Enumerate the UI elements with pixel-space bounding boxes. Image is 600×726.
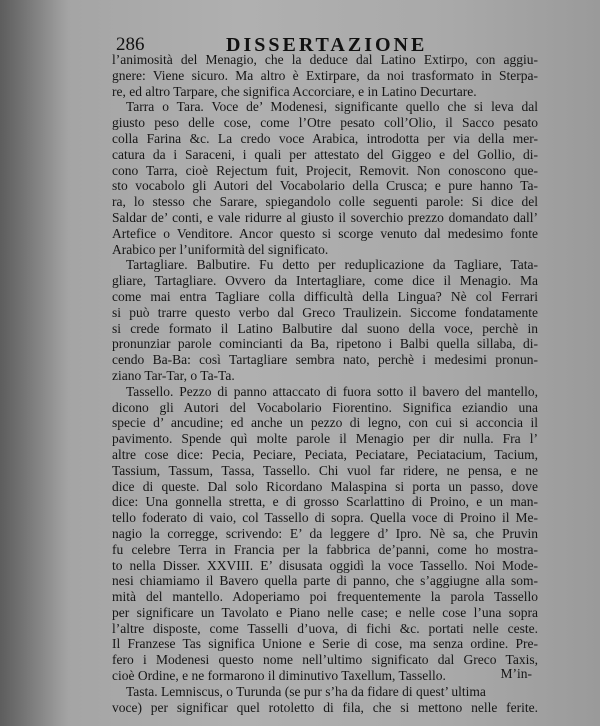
body-text: [112, 52, 538, 715]
catchword: M’in-: [500, 666, 532, 681]
text-line: Arabico per l’uniformità del significato.: [112, 241, 329, 257]
text-line: Tasta. Lemniscus, o Turunda (se pur s’ha da fidare di quest’ ultima: [126, 683, 486, 699]
text-line: ziano Tar-Tar, o Ta-Ta.: [112, 367, 235, 383]
text-line: Tartagliare. Balbutire. Fu detto per reduplicazione da Tagliare, Tata-: [126, 257, 538, 273]
text-line: dice: Una gonnella stretta, e di grosso Scarlattino di Proino, e un man-: [112, 494, 538, 510]
text-line: Artefice o Venditore. Ancor questo si scorge venuto dal medesimo fonte: [112, 225, 538, 241]
text-line: Saldar de’ conti, e vale ridurre al giusto il soverchio prezzo domandato dall’: [112, 209, 538, 225]
text-line: fero i Modenesi questo nome nell’ultimo significato dal Greco Taxis,: [112, 652, 538, 668]
text-line: giusto peso delle cose, come l’Otre pesato coll’Olio, il Sacco pesato: [112, 115, 538, 131]
text-line: gnere: Viene sicuro. Ma altro è Extirpare, da noi trasformato in Sterpa-: [112, 67, 538, 83]
text-line: dice di queste. Dal solo Ricordano Malaspina si porta un passo, dove: [112, 478, 538, 494]
text-line: cendo Ba-Ba: così Tartagliare sembra nato, perchè i medesimi pronun-: [112, 352, 538, 368]
text-line: voce) per significar quel rotoletto di fila, che si mettono nelle ferite.: [112, 699, 538, 715]
text-line: re, ed altro Tarpare, che significa Accorciare, e in Latino Decurtare.: [112, 83, 477, 99]
text-line: mità del mantello. Adoperiamo poi frequentemente la parola Tassello: [112, 589, 538, 605]
page-number: 286: [116, 34, 145, 55]
text-line: tello foderato di vaio, col Tassello di sopra. Quella voce di Proino il Me-: [112, 510, 538, 526]
text-line: come mai entra Tagliare colla difficultà della Lingua? Nè col Ferrari: [112, 288, 538, 304]
text-line: Il Franzese Tas significa Unione e Serie di cose, ma senza ordine. Pre-: [112, 636, 538, 652]
text-line: pavimento. Spende quì molte parole il Menagio per dir nulla. Fra l’: [112, 431, 538, 447]
text-line: gliare, Tartagliare. Ovvero da Intertagliare, come dice il Menagio. Ma: [112, 273, 538, 289]
text-line: to nella Disser. XXVIII. E’ disusata oggidì la voce Tassello. Noi Mode-: [112, 557, 538, 573]
text-line: fu celebre Terra in Francia per la fabbrica de’panni, come ho mostra-: [112, 541, 538, 557]
text-line: cono Tarra, cioè Rejectum fuit, Projecit, Removit. Non conoscono que-: [112, 162, 538, 178]
text-line: specie d’ ancudine; ed anche un pezzo di legno, con cui si acconcia il: [112, 415, 538, 431]
text-line: catura da i Saraceni, i quali per attestato del Giggeo e del Gollio, di-: [112, 146, 538, 162]
text-line: si crede formato il Latino Balbutire dal suono della voce, perchè in: [112, 320, 538, 336]
text-line: altre cose dice: Pecia, Peciare, Peciata, Peciatare, Peciatacium, Tacium,: [112, 446, 538, 462]
text-line: nesi chiamiamo il Bavero quella parte di panno, che s’aggiugne alla som-: [112, 573, 538, 589]
text-line: nagio la corregge, scrivendo: E’ da leggere d’ Ipro. Nè sa, che Pruvin: [112, 525, 538, 541]
text-line: sto vocabolo gli Autori del Vocabolario della Crusca; e pure hanno Ta-: [112, 178, 538, 194]
text-line: ra, lo stesso che Sarare, spiegandolo colle seguenti parole: Si dice del: [112, 194, 538, 210]
text-line: Tassello. Pezzo di panno attaccato di fuora sotto il bavero del mantello,: [126, 383, 538, 399]
text-line: l’animosità del Menagio, che la deduce dal Latino Extirpo, con aggiu-: [112, 52, 538, 67]
text-line: per significare un Tavolato e Piano nelle case; e nelle cose l’una sopra: [112, 604, 538, 620]
text-line: colla Farina &c. La credo voce Arabica, introdotta per via della mer-: [112, 130, 538, 146]
text-line: cioè Ordine, e ne formarono il diminutivo Taxellum, Tassello.: [112, 668, 446, 684]
text-line: l’altre disposte, come Tasselli d’uova, di fichi &c. portati nelle ceste.: [112, 620, 538, 636]
text-line: si può trarre questo verbo dal Greco Traulizein. Siccome fondatamente: [112, 304, 538, 320]
page-gutter-shadow: [0, 0, 70, 726]
running-title: DISSERTAZIONE: [226, 34, 428, 56]
text-line: pronunziar parole comincianti da Ba, ripetono i Balbi quella sillaba, di-: [112, 336, 538, 352]
text-line: Tassium, Tassum, Tassa, Tassello. Chi vuol far ridere, ne pensa, e ne: [112, 462, 538, 478]
text-line: Tarra o Tara. Voce de’ Modenesi, significante quello che si leva dal: [126, 99, 538, 115]
text-line: dicono gli Autori del Vocabolario Fiorentino. Significa eziandio una: [112, 399, 538, 415]
